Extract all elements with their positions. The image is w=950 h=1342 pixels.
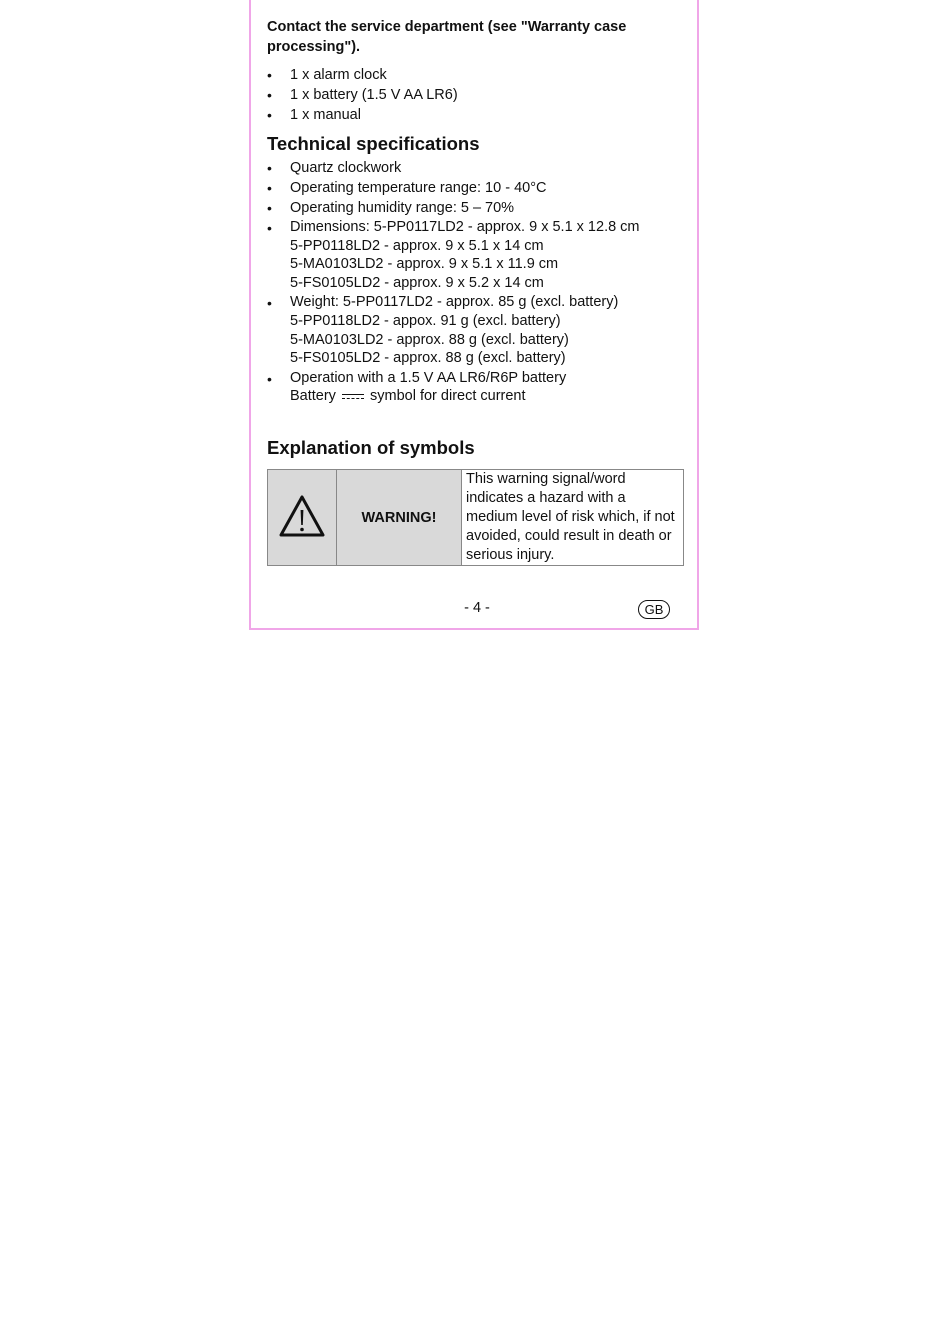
dimensions-line: • Dimensions: 5-PP0117LD2 - approx. 9 x 5.1 x 12.8 cm (290, 219, 640, 235)
warning-triangle-icon (278, 494, 326, 538)
list-item-operation (267, 369, 640, 406)
table-row (268, 470, 684, 566)
warning-icon-cell (268, 470, 337, 566)
list-item-dimensions (267, 218, 640, 292)
list-item: • Operating humidity range: 5 – 70% (267, 198, 640, 218)
tech-specs-list (267, 158, 640, 406)
direct-current-icon (342, 393, 364, 401)
dimensions-line: 5-MA0103LD2 - approx. 9 x 5.1 x 11.9 cm (290, 256, 559, 273)
weight-line: • Weight: 5-PP0117LD2 - approx. 85 g (excl. battery) (290, 294, 619, 311)
dimensions-line: 5-FS0105LD2 - approx. 9 x 5.2 x 14 cm (290, 274, 544, 291)
list-item-weight (267, 293, 640, 367)
dimensions-line: 5-PP0118LD2 - approx. 9 x 5.1 x 14 cm (290, 237, 544, 254)
symbols-heading: Explanation of symbols (267, 437, 475, 458)
service-contact-text: Contact the service department (see "Warranty case processing"). (267, 19, 627, 55)
symbols-table (267, 469, 684, 566)
weight-line: 5-FS0105LD2 - approx. 88 g (excl. battery) (290, 350, 566, 367)
weight-line: 5-PP0118LD2 - appox. 91 g (excl. battery) (290, 312, 561, 329)
battery-prefix: Battery (290, 388, 336, 405)
list-item: • 1 x manual (267, 105, 458, 125)
warning-word: WARNING! (337, 470, 462, 566)
warning-description: This warning signal/word indicates a hazard with a medium level of risk which, if not avoided, could result in death or serious injury. (462, 470, 684, 566)
battery-symbol-line (290, 387, 640, 406)
list-item: • Operating temperature range: 10 - 40°C (267, 178, 640, 198)
list-item: • 1 x battery (1.5 V AA LR6) (267, 85, 458, 105)
list-item: • 1 x alarm clock (267, 65, 458, 85)
list-item: • Quartz clockwork (267, 158, 640, 178)
language-badge: GB (638, 600, 670, 619)
battery-suffix: symbol for direct current (370, 388, 526, 405)
page-number: - 4 - (464, 600, 490, 616)
package-contents-list (267, 65, 458, 125)
tech-specs-heading: Technical specifications (267, 133, 480, 154)
operation-line: • Operation with a 1.5 V AA LR6/R6P battery (290, 369, 567, 386)
weight-line: 5-MA0103LD2 - approx. 88 g (excl. battery) (290, 331, 569, 348)
